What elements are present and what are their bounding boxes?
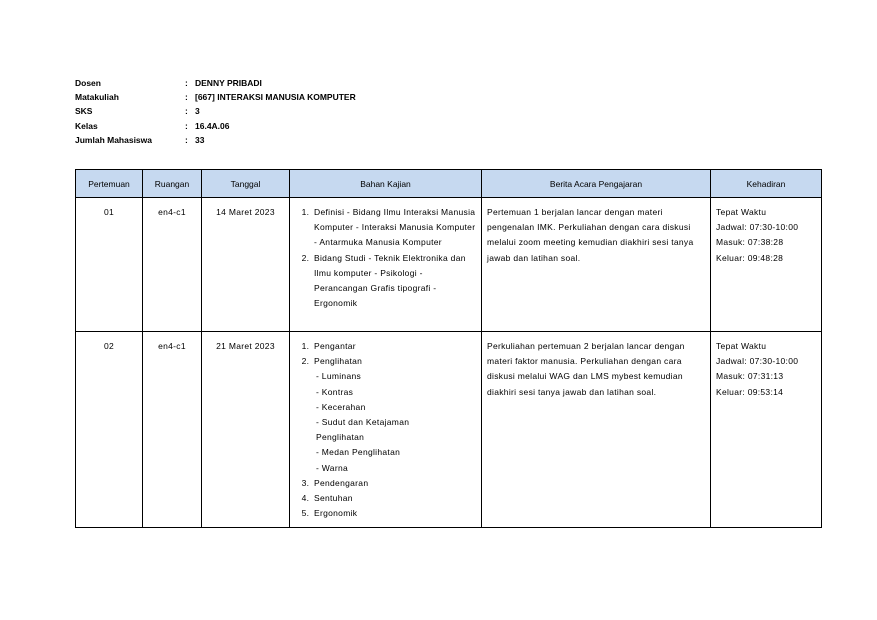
topic-item: 2. Bidang Studi - Teknik Elektronika dan Ilmu komputer - Psikologi - Perancangan Grafis tipografi - Ergonomik — [312, 251, 476, 312]
cell-pertemuan: 01 — [76, 198, 143, 332]
cell-tanggal: 21 Maret 2023 — [202, 332, 290, 528]
column-header-tanggal: Tanggal — [202, 170, 290, 198]
attendance-check-in: Masuk: 07:38:28 — [716, 237, 784, 248]
info-row-sks — [75, 104, 356, 118]
column-header-pertemuan: Pertemuan — [76, 170, 143, 198]
info-row-kelas — [75, 119, 356, 133]
info-label: Kelas — [75, 120, 98, 131]
info-label: Jumlah Mahasiswa — [75, 134, 153, 145]
subtopic-item: - Medan Penglihatan — [316, 447, 401, 458]
attendance-status: Tepat Waktu — [716, 207, 767, 217]
topic-item: 1. Pengantar — [312, 339, 476, 354]
teaching-log-table — [75, 169, 822, 528]
attendance-status: Tepat Waktu — [716, 341, 767, 351]
subtopic-item: - Luminans — [316, 371, 362, 382]
cell-pertemuan: 02 — [76, 332, 143, 528]
topic-item — [312, 354, 476, 476]
info-value: [667] INTERAKSI MANUSIA KOMPUTER — [195, 92, 356, 103]
info-row-jumlah-mahasiswa — [75, 133, 356, 147]
table-header-row — [76, 170, 822, 198]
subtopic-item: - Warna — [316, 462, 349, 473]
table-row — [76, 332, 822, 528]
subtopic-item: - Kecerahan — [316, 401, 366, 412]
topic-item: 3. Pendengaran — [312, 476, 476, 491]
cell-bahan-kajian — [290, 198, 482, 332]
info-value: 33 — [195, 134, 205, 145]
column-header-ruangan: Ruangan — [143, 170, 202, 198]
info-row-matakuliah — [75, 90, 356, 104]
attendance-check-out: Keluar: 09:48:28 — [716, 252, 784, 263]
topic-list — [295, 205, 476, 311]
cell-bahan-kajian — [290, 332, 482, 528]
course-info — [75, 76, 356, 147]
attendance-schedule: Jadwal: 07:30-10:00 — [716, 356, 799, 367]
info-value: DENNY PRIBADI — [195, 78, 262, 88]
cell-ruangan: en4-c1 — [143, 332, 202, 528]
topic-list — [295, 339, 476, 521]
info-value: 3 — [195, 106, 200, 117]
cell-kehadiran — [711, 332, 822, 528]
attendance-schedule: Jadwal: 07:30-10:00 — [716, 222, 799, 233]
column-header-kehadiran: Kehadiran — [711, 170, 822, 198]
column-header-berita-acara: Berita Acara Pengajaran — [482, 170, 711, 198]
info-separator: : — [185, 106, 188, 117]
cell-berita-acara: Pertemuan 1 berjalan lancar dengan materi pengenalan IMK. Perkuliahan dengan cara diskusi melalui zoom meeting kemudian diakhiri sesi tanya jawab dan latihan soal. — [482, 198, 711, 332]
info-value: 16.4A.06 — [195, 120, 230, 131]
info-separator: : — [185, 92, 188, 103]
topic-item: 4. Sentuhan — [312, 491, 476, 506]
cell-berita-acara: Perkuliahan pertemuan 2 berjalan lancar dengan materi faktor manusia. Perkuliahan dengan cara diskusi melalui WAG dan LMS mybest kemudian diakhiri sesi tanya jawab dan latihan soal. — [482, 332, 711, 528]
cell-ruangan: en4-c1 — [143, 198, 202, 332]
cell-kehadiran — [711, 198, 822, 332]
info-separator: : — [185, 120, 188, 131]
topic-item: 1. Definisi - Bidang Ilmu Interaksi Manusia Komputer - Interaksi Manusia Komputer - Antarmuka Manusia Komputer — [312, 205, 476, 251]
info-label: SKS — [75, 106, 93, 117]
info-label: Dosen — [75, 78, 101, 88]
subtopic-item: - Sudut dan Ketajaman — [316, 417, 410, 428]
subtopic-list — [314, 369, 476, 475]
attendance-check-out: Keluar: 09:53:14 — [716, 386, 784, 397]
info-separator: : — [185, 78, 188, 88]
info-label: Matakuliah — [75, 92, 119, 103]
column-header-bahan-kajian: Bahan Kajian — [290, 170, 482, 198]
topic-item-label: Penglihatan — [314, 356, 363, 367]
cell-tanggal: 14 Maret 2023 — [202, 198, 290, 332]
subtopic-item: Penglihatan — [316, 432, 365, 443]
attendance-check-in: Masuk: 07:31:13 — [716, 371, 784, 382]
topic-item: 5. Ergonomik — [312, 506, 476, 521]
info-row-dosen — [75, 76, 356, 90]
info-separator: : — [185, 134, 188, 145]
subtopic-item: - Kontras — [316, 386, 354, 397]
table-row — [76, 198, 822, 332]
